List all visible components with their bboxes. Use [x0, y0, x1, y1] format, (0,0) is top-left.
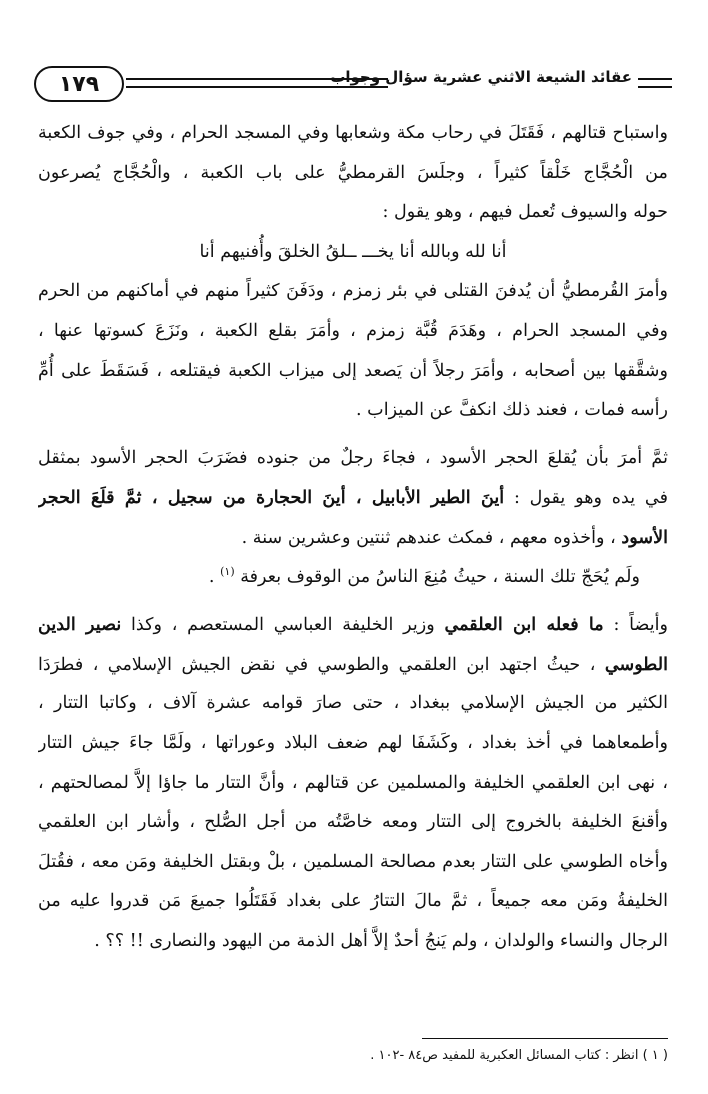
footnote-reference: (١) — [220, 564, 235, 578]
text-run: في يده وهو يقول : — [513, 488, 668, 509]
text-line: وأخاه الطوسي على التتار بعدم مصالحة المسلمين ، بلْ وبقتل الخليفة ومَن معه ، فقُتلَ — [38, 851, 668, 872]
bold-phrase: الطوسي — [604, 653, 668, 675]
text-line: ثمَّ أمرَ بأن يُقلعَ الحجر الأسود ، فجاءَ رجلٌ من جنوده فضَرَبَ الحجر الأسود بمثقل — [38, 447, 668, 468]
bold-phrase: نصير الدين — [38, 614, 122, 636]
text-line: وفي المسجد الحرام ، وهَدَمَ قُبَّة زمزم ، وأمَرَ بقلع الكعبة ، ونَزَعَ كسوتها عنها ، — [38, 320, 668, 341]
text-run: ولَم يُحَجّ تلك السنة ، حيثُ مُنِعَ الناسُ من الوقوف بعرفة — [240, 566, 640, 587]
page-number: ١٧٩ — [58, 71, 100, 97]
text-line — [38, 645, 668, 685]
footnote: ( ١ ) انظر : كتاب المسائل العكبرية للمفيد ص٨٤ -١٠٢ . — [370, 1048, 668, 1063]
running-title: عقائد الشيعة الاثني عشرية سؤال وجواب — [330, 68, 632, 86]
text-line — [38, 518, 668, 558]
text-line: من الْحُجَّاج خَلْقاً كثيراً ، وجلَسَ القرمطيُّ على باب الكعبة ، والْحُجَّاج يُصرعون — [38, 162, 668, 183]
header-rule-end — [638, 78, 672, 88]
page-header — [28, 62, 672, 106]
body-text — [38, 114, 668, 961]
bold-phrase: ما فعله ابن العلقمي — [444, 614, 604, 636]
text-line: ، نهى ابن العلقمي الخليفة والمسلمين عن قتالهم ، وأنَّ التتار ما جاؤا إلاَّ لمصالحتهم ، — [38, 772, 668, 793]
text-line: واستباح قتالهم ، فَقَتَلَ في رحاب مكة وشعابها وفي المسجد الحرام ، وفي جوف الكعبة — [38, 123, 668, 143]
text-run: وأيضاً : — [613, 615, 668, 636]
text-run: ، وأخذوه معهم ، فمكث عندهم ثنتين وعشرين سنة . — [241, 527, 616, 548]
bold-quote: الأسود — [621, 526, 668, 548]
text-line: حوله والسيوف تُعمل فيهم ، وهو يقول : — [382, 202, 668, 223]
text-line — [38, 605, 668, 645]
text-line: وشقَّقها بين أصحابه ، وأمَرَ رجلاً أن يَصعد إلى ميزاب الكعبة فيقتلعه ، فَسَقَطَ على أُمِّ — [38, 360, 668, 381]
text-line: وأمرَ القُرمطيُّ أن يُدفنَ القتلى في بئر زمزم ، ودَفَنَ كثيراً منهم في أماكنهم من الحرم — [38, 281, 668, 302]
text-run: وزير الخليفة العباسي المستعصم ، وكذا — [130, 615, 435, 636]
verse-line: أنا لله وبالله أنا يخـــ ــلقُ الخلقَ وأُفنيهم أنا — [199, 241, 507, 262]
text-line: الكثير من الجيش الإسلامي ببغداد ، حتى صارَ قوامه عشرة آلاف ، وكاتبا التتار ، — [38, 693, 668, 714]
text-line: وأقنعَ الخليفة بالخروج إلى التتار ومعه خاصَّتُه من أجل الصُّلح ، وأشار ابن العلقمي — [38, 812, 668, 833]
bold-quote: أينَ الطير الأبابيل ، أينَ الحجارة من سجيل ، ثمَّ قلَعَ الحجر — [38, 487, 505, 509]
text-line: رأسه فمات ، فعند ذلك انكفَّ عن الميزاب . — [355, 400, 668, 421]
footnote-separator — [422, 1038, 668, 1039]
text-line — [38, 478, 668, 518]
text-line: ولَم يُحَجّ تلك السنة ، حيثُ مُنِعَ الناسُ من الوقوف بعرفة $^{(١)}$ . — [208, 564, 640, 587]
text-line: الرجال والنساء والولدان ، ولم يَنجُ أحدٌ إلاَّ أهل الذمة من اليهود والنصارى !! ؟؟ . — [94, 930, 668, 951]
text-line: الخليفةُ ومَن معه جميعاً ، ثمَّ مالَ التتارُ على بغداد فَقَتَلُوا جميعَ مَن قدروا عليه من — [38, 891, 668, 912]
page-number-badge — [34, 66, 124, 102]
text-line: وأطمعاهما في أخذ بغداد ، وكَشَفَا لهم ضعف البلاد وعوراتها ، ولَمَّا جاءَ جيش التتار — [38, 732, 668, 753]
text-run: ، حيثُ اجتهد ابن العلقمي والطوسي في نقض الجيش الإسلامي ، فطرَدَا — [38, 654, 596, 675]
